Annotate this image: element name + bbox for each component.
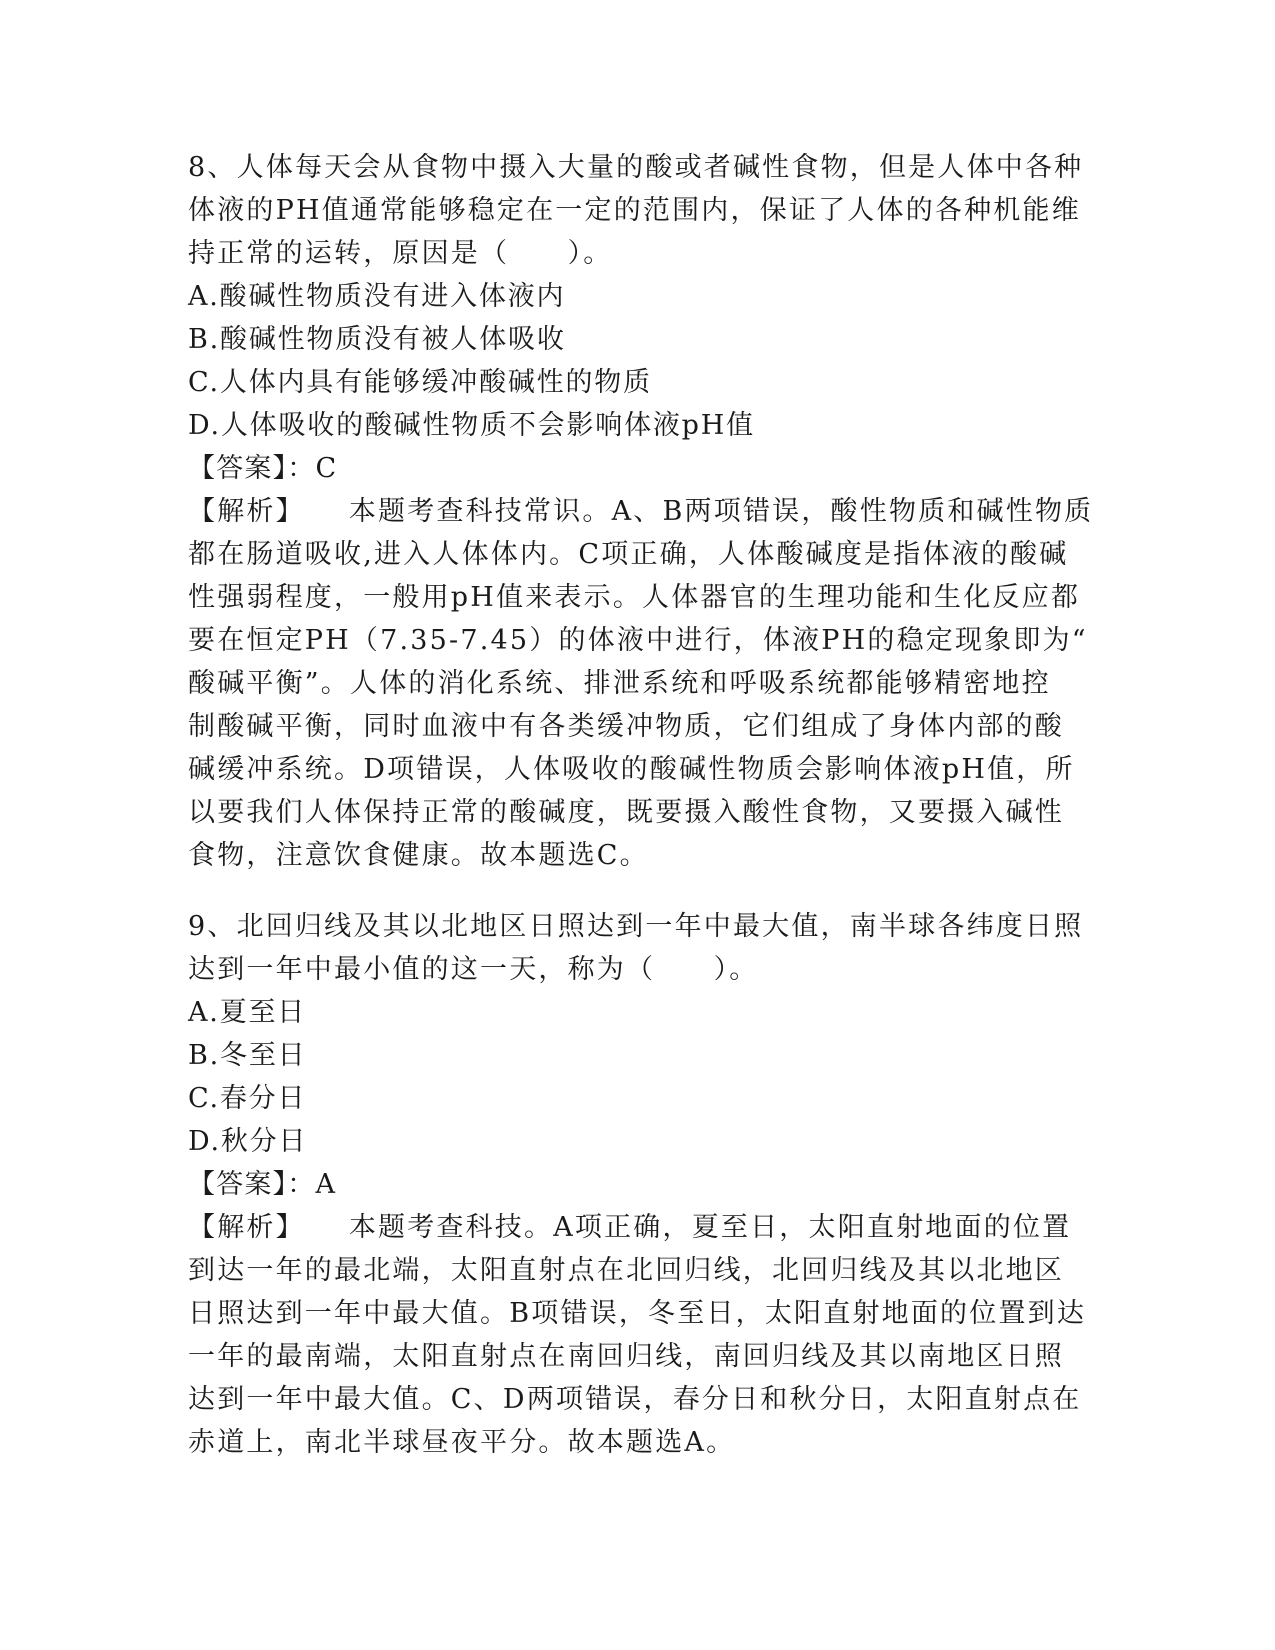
analysis-line: 制酸碱平衡，同时血液中有各类缓冲物质，它们组成了身体内部的酸 [188,711,1064,742]
analysis-line: 达到一年中最大值。C、D两项错误，春分日和秋分日，太阳直射点在 [188,1384,1082,1415]
analysis-line: 要在恒定PH（7.35-7.45）的体液中进行，体液PH的稳定现象即为“ [188,625,1088,656]
option-a: A.夏至日 [188,997,307,1028]
option-b: B.冬至日 [188,1040,307,1071]
answer-line: 【答案】：C [188,453,338,484]
analysis-line: 日照达到一年中最大值。B项错误，冬至日，太阳直射地面的位置到达 [188,1298,1087,1329]
question-stem-line: 9、北回归线及其以北地区日照达到一年中最大值，南半球各纬度日照 [188,911,1084,942]
option-a: A.酸碱性物质没有进入体液内 [188,281,566,312]
question-stem-line: 体液的PH值通常能够稳定在一定的范围内，保证了人体的各种机能维 [188,195,1081,226]
analysis-line: 一年的最南端，太阳直射点在南回归线，南回归线及其以南地区日照 [188,1341,1064,1372]
analysis-label: 【解析】 [188,1212,305,1243]
analysis-line: 赤道上，南北半球昼夜平分。故本题选A。 [188,1427,736,1458]
option-c: C.人体内具有能够缓冲酸碱性的物质 [188,367,652,398]
question-stem-line: 8、人体每天会从食物中摄入大量的酸或者碱性食物，但是人体中各种 [188,152,1084,183]
document-content [188,146,1094,1464]
analysis-first-line [188,490,1094,533]
analysis-line: 酸碱平衡”。人体的消化系统、排泄系统和呼吸系统都能够精密地控 [188,668,1051,699]
analysis-line: 以要我们人体保持正常的酸碱度，既要摄入酸性食物，又要摄入碱性 [188,797,1064,828]
analysis-label: 【解析】 [188,496,305,527]
analysis-line: 食物，注意饮食健康。故本题选C。 [188,840,649,871]
option-d: D.秋分日 [188,1126,308,1157]
question-stem-line: 持正常的运转，原因是（ ）。 [188,238,613,269]
analysis-text: 本题考查科技。A项正确，夏至日，太阳直射地面的位置 [348,1212,1072,1243]
question-8 [188,146,1094,877]
analysis-line: 到达一年的最北端，太阳直射点在北回归线，北回归线及其以北地区 [188,1255,1064,1286]
analysis-text: 本题考查科技常识。A、B两项错误，酸性物质和碱性物质 [348,496,1094,527]
option-b: B.酸碱性物质没有被人体吸收 [188,324,566,355]
analysis-line: 都在肠道吸收,进入人体体内。C项正确，人体酸碱度是指体液的酸碱 [188,539,1069,570]
question-stem-line: 达到一年中最小值的这一天，称为（ ）。 [188,954,759,985]
answer-line: 【答案】：A [188,1169,337,1200]
question-9 [188,905,1088,1464]
option-d: D.人体吸收的酸碱性物质不会影响体液pH值 [188,410,755,441]
analysis-line: 性强弱程度，一般用pH值来表示。人体器官的生理功能和生化反应都 [188,582,1081,613]
option-c: C.春分日 [188,1083,307,1114]
analysis-first-line [188,1206,1088,1249]
analysis-line: 碱缓冲系统。D项错误，人体吸收的酸碱性物质会影响体液pH值，所 [188,754,1075,785]
